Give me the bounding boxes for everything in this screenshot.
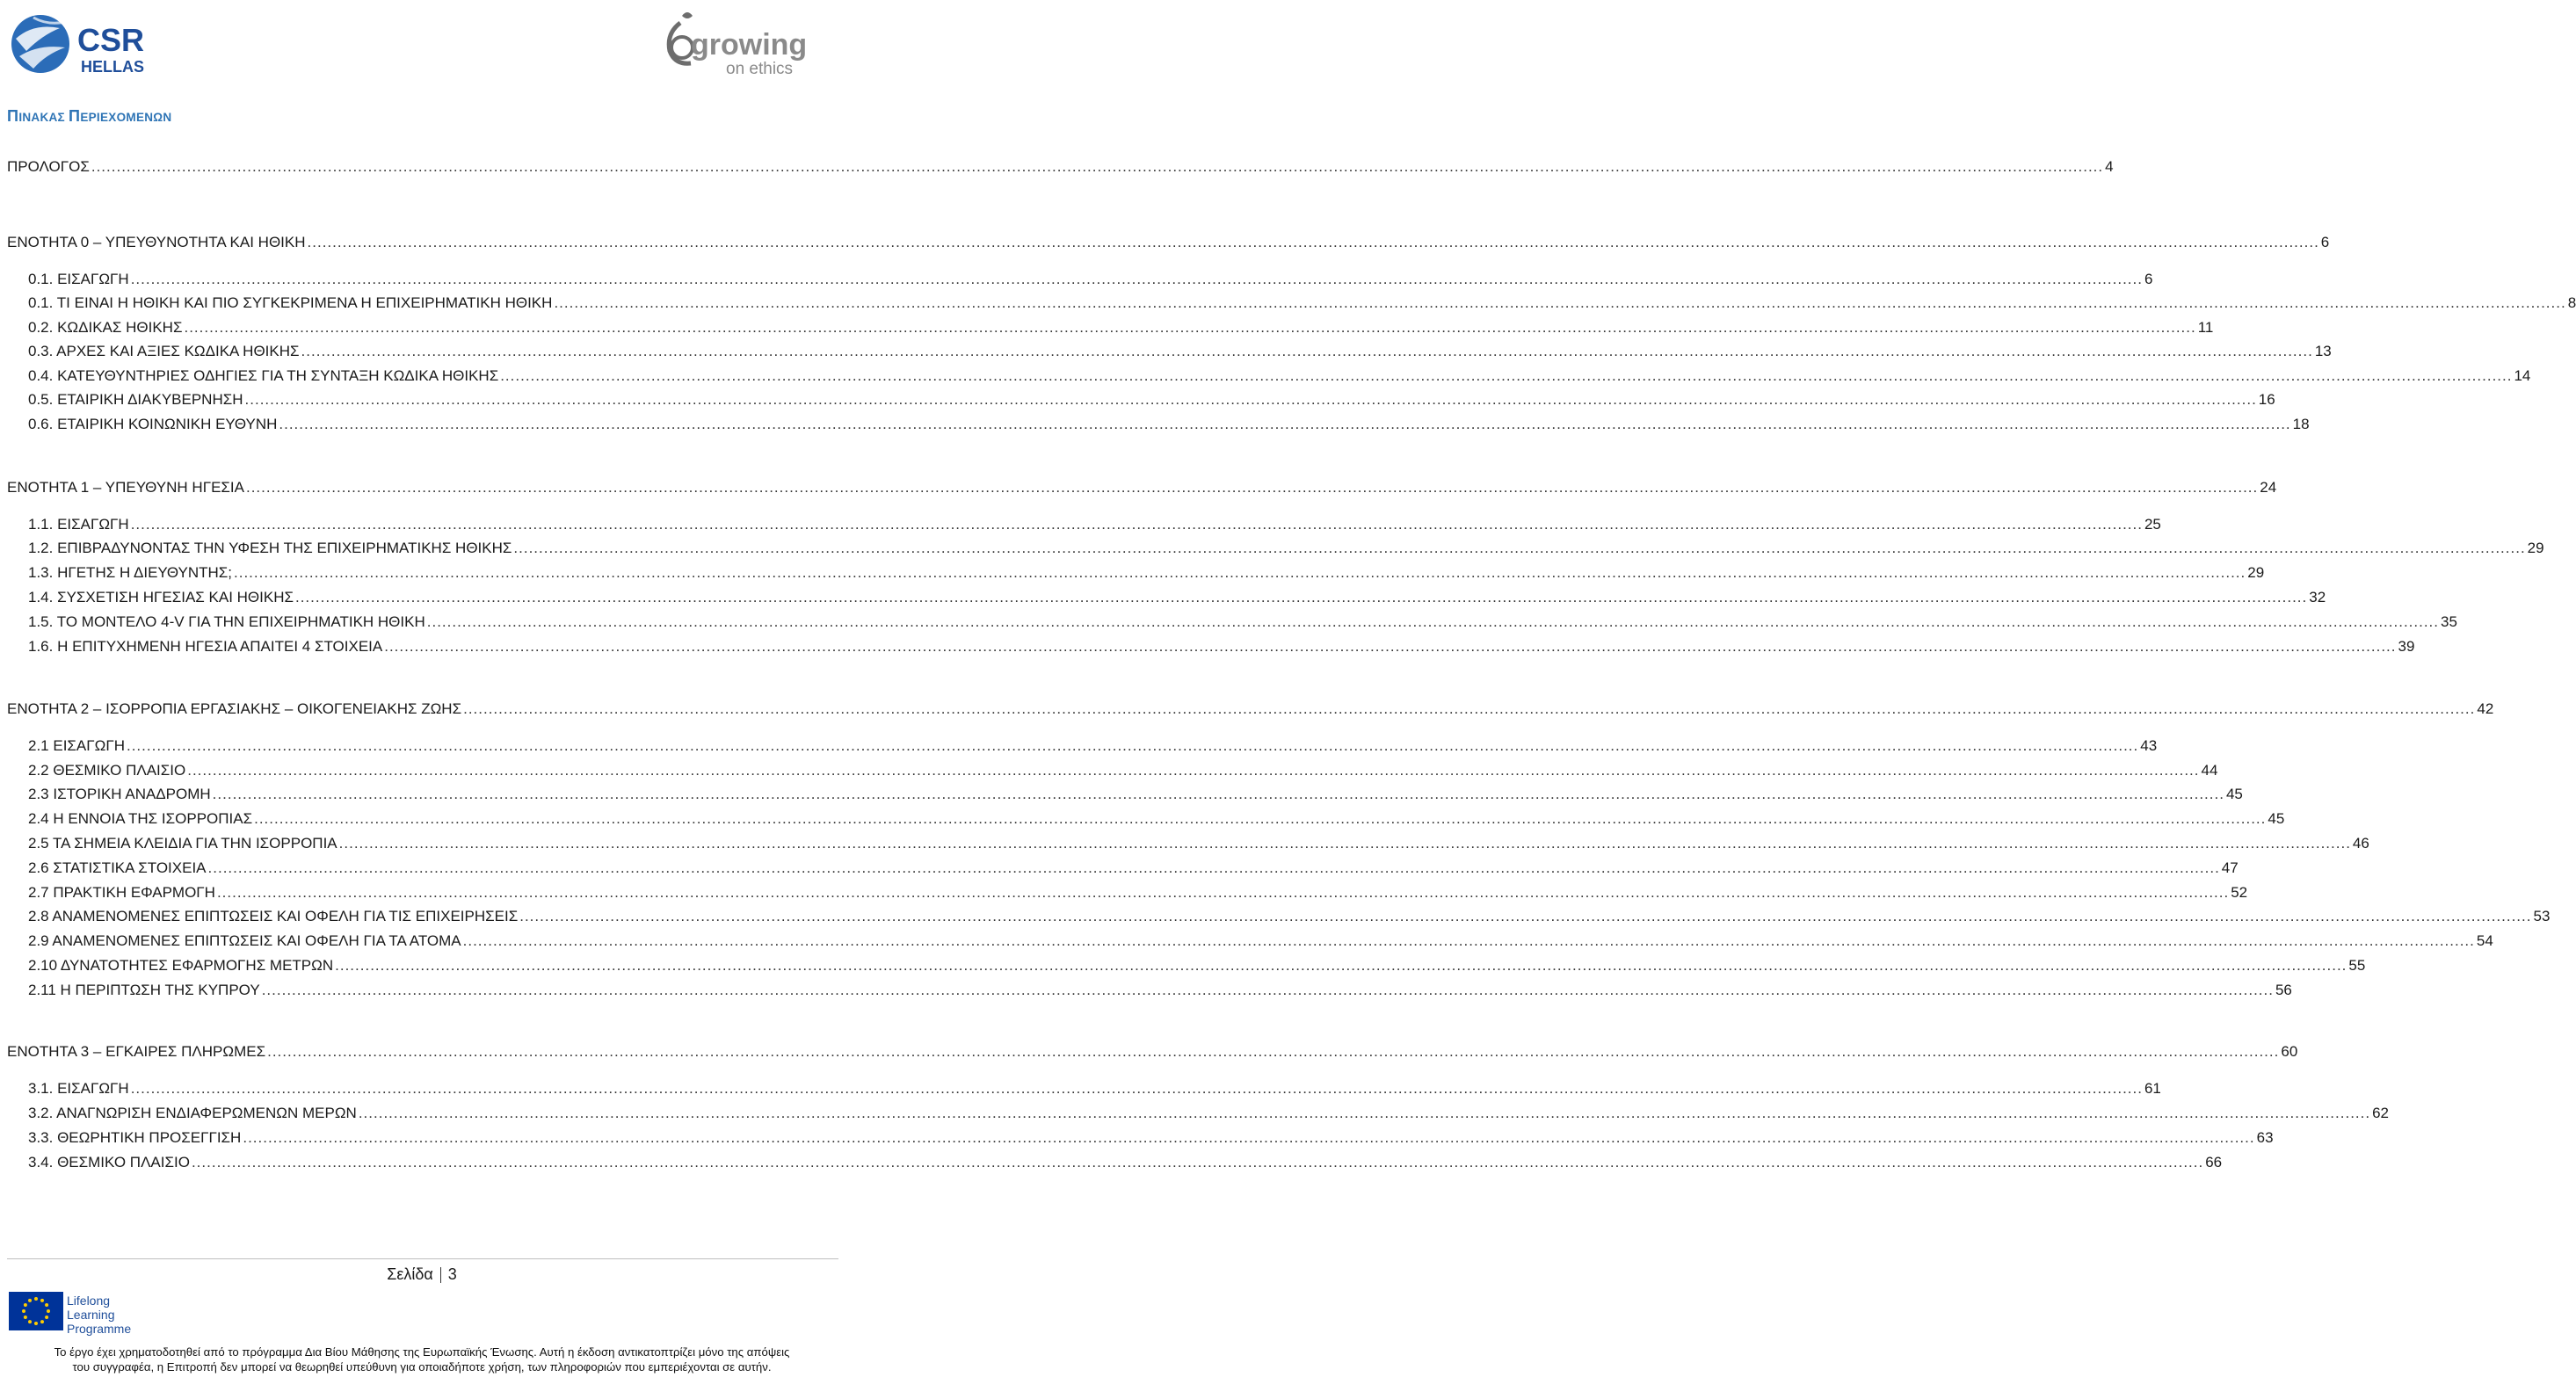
toc-entry-page: 6 bbox=[2320, 234, 2330, 250]
csr-logo-text: CSR bbox=[77, 22, 145, 58]
toc-entry-page: 4 bbox=[2105, 158, 2114, 175]
toc-entry[interactable] bbox=[7, 808, 2285, 829]
toc-entry-page: 53 bbox=[2533, 908, 2551, 924]
toc-entry-page: 25 bbox=[2144, 516, 2161, 533]
toc-entry[interactable] bbox=[7, 698, 2494, 719]
toc-entry-page: 62 bbox=[2372, 1105, 2390, 1121]
toc-entry-page: 16 bbox=[2258, 391, 2275, 408]
toc-entry-page: 45 bbox=[2225, 786, 2243, 802]
eu-star bbox=[45, 1303, 48, 1307]
toc-leader-dots: ................................................................................................................................................................................................................................................................................................................................................................................................................ bbox=[130, 271, 2143, 287]
toc-entry[interactable] bbox=[7, 1127, 2274, 1148]
csr-hellas-logo bbox=[7, 9, 156, 79]
toc-leader-dots: ................................................................................................................................................................................................................................................................................................................................................................................................................ bbox=[245, 479, 2259, 496]
toc-entry-label: 1.5. ΤΟ ΜΟΝΤΕΛΟ 4-V ΓΙΑ ΤΗΝ ΕΠΙΧΕΙΡΗΜΑΤΙΚΗ ΗΘΙΚΗ bbox=[28, 613, 425, 630]
eu-star bbox=[22, 1309, 25, 1313]
toc-leader-dots: ................................................................................................................................................................................................................................................................................................................................................................................................................ bbox=[307, 234, 2319, 250]
toc-entry-page: 45 bbox=[2268, 810, 2285, 827]
toc-leader-dots: ................................................................................................................................................................................................................................................................................................................................................................................................................ bbox=[462, 932, 2475, 949]
toc-leader-dots: ................................................................................................................................................................................................................................................................................................................................................................................................................ bbox=[335, 957, 2347, 974]
toc-leader-dots: ................................................................................................................................................................................................................................................................................................................................................................................................................ bbox=[279, 416, 2291, 432]
toc-entry-page: 6 bbox=[2144, 271, 2153, 287]
eu-star bbox=[45, 1316, 48, 1319]
toc-entry[interactable] bbox=[7, 1102, 2390, 1123]
toc-leader-dots: ................................................................................................................................................................................................................................................................................................................................................................................................................ bbox=[126, 737, 2139, 754]
toc-entry[interactable] bbox=[7, 562, 2265, 583]
eu-disclaimer: Το έργο έχει χρηματοδοτηθεί από το πρόγραμμα Δια Βίου Μάθησης της Ευρωπαϊκής Ένωσης. Αυτή η έκδοση αντικατοπτρίζει μόνο της απόψεις του συγγραφέα, η Επιτροπή δεν μπορεί να θεωρηθεί υπεύθυνη για οποιαδήποτε χρήση, των πληροφοριών που εμπεριέχονται σε αυτήν. bbox=[54, 1345, 790, 1374]
toc-entry-page: 35 bbox=[2441, 613, 2457, 630]
toc-leader-dots: ................................................................................................................................................................................................................................................................................................................................................................................................................ bbox=[463, 700, 2476, 717]
toc-leader-dots: ................................................................................................................................................................................................................................................................................................................................................................................................................ bbox=[254, 810, 2267, 827]
toc-entry-page: 11 bbox=[2197, 319, 2214, 336]
toc-entry-label: 3.2. ΑΝΑΓΝΩΡΙΣΗ ΕΝΔΙΑΦΕΡΩΜΕΝΩΝ ΜΕΡΩΝ bbox=[28, 1105, 357, 1121]
toc-title: ΠΙΝΑΚΑΣ ΠΕΡΙΕΧΟΜΕΝΩΝ bbox=[7, 107, 172, 125]
toc-entry-page: 39 bbox=[2398, 638, 2415, 655]
toc-entry-label: 1.1. ΕΙΣΑΓΩΓΗ bbox=[28, 516, 129, 533]
toc-leader-dots: ................................................................................................................................................................................................................................................................................................................................................................................................................ bbox=[130, 516, 2143, 533]
toc-entry[interactable] bbox=[7, 611, 2457, 632]
lifelong-learning-programme-text: Lifelong Learning Programme bbox=[67, 1294, 132, 1336]
toc-entry-label: 2.3 ΙΣΤΟΡΙΚΗ ΑΝΑΔΡΟΜΗ bbox=[28, 786, 211, 802]
toc-entry-label: 2.6 ΣΤΑΤΙΣΤΙΚΑ ΣΤΟΙΧΕΙΑ bbox=[28, 859, 207, 876]
toc-entry-page: 61 bbox=[2144, 1080, 2161, 1097]
toc-entry-label: ΕΝΟΤΗΤΑ 1 – ΥΠΕΥΘΥΝΗ ΗΓΕΣΙΑ bbox=[7, 479, 244, 496]
toc-entry[interactable] bbox=[7, 1151, 2223, 1172]
toc-entry-label: 1.2. ΕΠΙΒΡΑΔΥΝΟΝΤΑΣ ΤΗΝ ΥΦΕΣΗ ΤΗΣ ΕΠΙΧΕΙΡΗΜΑΤΙΚΗΣ ΗΘΙΚΗΣ bbox=[28, 540, 512, 556]
toc-leader-dots: ................................................................................................................................................................................................................................................................................................................................................................................................................ bbox=[513, 540, 2526, 556]
eu-star bbox=[40, 1320, 44, 1323]
toc-entry-label: 2.10 ΔΥΝΑΤΟΤΗΤΕΣ ΕΦΑΡΜΟΓΗΣ ΜΕΤΡΩΝ bbox=[28, 957, 334, 974]
toc-entry-label: 0.1. ΤΙ ΕΙΝΑΙ Η ΗΘΙΚΗ ΚΑΙ ΠΙΟ ΣΥΓΚΕΚΡΙΜΕΝΑ Η ΕΠΙΧΕΙΡΗΜΑΤΙΚΗ ΗΘΙΚΗ bbox=[28, 294, 553, 311]
toc-leader-dots: ................................................................................................................................................................................................................................................................................................................................................................................................................ bbox=[91, 158, 2104, 175]
toc-entry-label: 2.8 ΑΝΑΜΕΝΟΜΕΝΕΣ ΕΠΙΠΤΩΣΕΙΣ ΚΑΙ ΟΦΕΛΗ ΓΙΑ ΤΙΣ ΕΠΙΧΕΙΡΗΣΕΙΣ bbox=[28, 908, 519, 924]
toc-entry-page: 56 bbox=[2275, 982, 2292, 998]
toc-entry-page: 18 bbox=[2292, 416, 2310, 432]
eu-star bbox=[34, 1297, 38, 1301]
csr-logo-subtext: HELLAS bbox=[81, 58, 144, 76]
toc-leader-dots: ................................................................................................................................................................................................................................................................................................................................................................................................................ bbox=[187, 762, 2200, 779]
toc-entry-label: 1.6. Η ΕΠΙΤΥΧΗΜΕΝΗ ΗΓΕΣΙΑ ΑΠΑΙΤΕΙ 4 ΣΤΟΙΧΕΙΑ bbox=[28, 638, 383, 655]
toc-entry-label: 1.4. ΣΥΣΧΕΤΙΣΗ ΗΓΕΣΙΑΣ ΚΑΙ ΗΘΙΚΗΣ bbox=[28, 589, 294, 605]
toc-entry[interactable] bbox=[7, 476, 2277, 497]
eu-star bbox=[24, 1316, 27, 1319]
toc-entry[interactable] bbox=[7, 316, 2214, 337]
eu-star bbox=[34, 1322, 38, 1325]
growing-logo-subtext: on ethics bbox=[726, 60, 794, 78]
eu-star bbox=[47, 1309, 50, 1313]
toc-entry-label: ΕΝΟΤΗΤΑ 2 – ΙΣΟΡΡΟΠΙΑ ΕΡΓΑΣΙΑΚΗΣ – ΟΙΚΟΓΕΝΕΙΑΚΗΣ ΖΩΗΣ bbox=[7, 700, 462, 717]
toc-entry-page: 24 bbox=[2260, 479, 2277, 496]
toc-entry-label: 0.1. ΕΙΣΑΓΩΓΗ bbox=[28, 271, 129, 287]
toc-leader-dots: ................................................................................................................................................................................................................................................................................................................................................................................................................ bbox=[294, 589, 2308, 605]
toc-entry-label: 2.1 ΕΙΣΑΓΩΓΗ bbox=[28, 737, 125, 754]
toc-leader-dots: ................................................................................................................................................................................................................................................................................................................................................................................................................ bbox=[207, 859, 2220, 876]
page-number: Σελίδα 3 bbox=[387, 1265, 457, 1283]
toc-entry-label: 0.5. ΕΤΑΙΡΙΚΗ ΔΙΑΚΥΒΕΡΝΗΣΗ bbox=[28, 391, 243, 408]
toc-entry-page: 60 bbox=[2281, 1043, 2298, 1060]
toc-entry-label: 0.2. ΚΩΔΙΚΑΣ ΗΘΙΚΗΣ bbox=[28, 319, 183, 336]
toc-entry-label: 1.3. ΗΓΕΤΗΣ Η ΔΙΕΥΘΥΝΤΗΣ; bbox=[28, 564, 232, 581]
toc-entry-page: 54 bbox=[2476, 932, 2493, 949]
toc-entry-label: 2.4 Η ΕΝΝΟΙΑ ΤΗΣ ΙΣΟΡΡΟΠΙΑΣ bbox=[28, 810, 253, 827]
toc-entry[interactable] bbox=[7, 954, 2366, 975]
growing-logo-text: growing bbox=[691, 28, 808, 62]
toc-leader-dots: ................................................................................................................................................................................................................................................................................................................................................................................................................ bbox=[234, 564, 2246, 581]
toc-entry[interactable] bbox=[7, 759, 2218, 780]
toc-entry[interactable] bbox=[7, 1040, 2298, 1062]
toc-entry[interactable] bbox=[7, 979, 2292, 1000]
toc-entry-label: ΠΡΟΛΟΓΟΣ bbox=[7, 158, 90, 175]
eu-star bbox=[40, 1299, 44, 1302]
toc-entry-label: 2.7 ΠΡΑΚΤΙΚΗ ΕΦΑΡΜΟΓΗ bbox=[28, 884, 215, 901]
toc-entry-label: 3.1. ΕΙΣΑΓΩΓΗ bbox=[28, 1080, 129, 1097]
toc-leader-dots: ................................................................................................................................................................................................................................................................................................................................................................................................................ bbox=[261, 982, 2274, 998]
toc-leader-dots: ................................................................................................................................................................................................................................................................................................................................................................................................................ bbox=[554, 294, 2566, 311]
toc-leader-dots: ................................................................................................................................................................................................................................................................................................................................................................................................................ bbox=[384, 638, 2397, 655]
toc-entry[interactable] bbox=[7, 586, 2326, 607]
toc-entry[interactable] bbox=[7, 735, 2158, 756]
toc-entry-label: 2.9 ΑΝΑΜΕΝΟΜΕΝΕΣ ΕΠΙΠΤΩΣΕΙΣ ΚΑΙ ΟΦΕΛΗ ΓΙΑ ΤΑ ΑΤΟΜΑ bbox=[28, 932, 461, 949]
toc-entry-page: 52 bbox=[2231, 884, 2248, 901]
toc-entry-label: 2.5 ΤΑ ΣΗΜΕΙΑ ΚΛΕΙΔΙΑ ΓΙΑ ΤΗΝ ΙΣΟΡΡΟΠΙΑ bbox=[28, 835, 337, 852]
toc-leader-dots: ................................................................................................................................................................................................................................................................................................................................................................................................................ bbox=[358, 1105, 2371, 1121]
toc-entry[interactable] bbox=[7, 930, 2493, 951]
toc-entry[interactable] bbox=[7, 231, 2330, 252]
toc-entry-label: 2.11 Η ΠΕΡΙΠΤΩΣΗ ΤΗΣ ΚΥΠΡΟΥ bbox=[28, 982, 260, 998]
eu-star bbox=[28, 1320, 32, 1323]
toc-entry-label: ΕΝΟΤΗΤΑ 0 – ΥΠΕΥΘΥΝΟΤΗΤΑ ΚΑΙ ΗΘΙΚΗ bbox=[7, 234, 306, 250]
toc-entry-page: 32 bbox=[2309, 589, 2326, 605]
toc-leader-dots: ................................................................................................................................................................................................................................................................................................................................................................................................................ bbox=[338, 835, 2351, 852]
toc-entry[interactable] bbox=[7, 340, 2332, 361]
toc-entry-page: 55 bbox=[2348, 957, 2366, 974]
toc-leader-dots: ................................................................................................................................................................................................................................................................................................................................................................................................................ bbox=[267, 1043, 2280, 1060]
toc-entry[interactable] bbox=[7, 783, 2243, 804]
footer-divider bbox=[7, 1258, 838, 1259]
toc-entry-page: 8 bbox=[2567, 294, 2576, 311]
toc-entry[interactable] bbox=[7, 292, 2576, 313]
toc-entry-page: 63 bbox=[2256, 1129, 2274, 1146]
toc-leader-dots: ................................................................................................................................................................................................................................................................................................................................................................................................................ bbox=[243, 1129, 2255, 1146]
toc-entry-page: 13 bbox=[2314, 343, 2332, 359]
toc-leader-dots: ................................................................................................................................................................................................................................................................................................................................................................................................................ bbox=[191, 1154, 2204, 1171]
toc-leader-dots: ................................................................................................................................................................................................................................................................................................................................................................................................................ bbox=[244, 391, 2257, 408]
toc-entry-page: 47 bbox=[2221, 859, 2239, 876]
eu-star bbox=[28, 1299, 32, 1302]
toc-entry[interactable] bbox=[7, 537, 2544, 558]
toc-entry-page: 46 bbox=[2352, 835, 2369, 852]
toc-entry[interactable] bbox=[7, 881, 2248, 902]
toc-entry-label: 0.3. ΑΡΧΕΣ ΚΑΙ ΑΞΙΕΣ ΚΩΔΙΚΑ ΗΘΙΚΗΣ bbox=[28, 343, 300, 359]
toc-entry-page: 44 bbox=[2201, 762, 2218, 779]
toc-entry[interactable] bbox=[7, 905, 2551, 926]
toc-leader-dots: ................................................................................................................................................................................................................................................................................................................................................................................................................ bbox=[130, 1080, 2143, 1097]
toc-entry[interactable] bbox=[7, 156, 2114, 177]
toc-entry-page: 29 bbox=[2527, 540, 2544, 556]
toc-entry[interactable] bbox=[7, 832, 2369, 853]
toc-leader-dots: ................................................................................................................................................................................................................................................................................................................................................................................................................ bbox=[519, 908, 2532, 924]
toc-entry[interactable] bbox=[7, 635, 2415, 656]
toc-entry-label: 3.4. ΘΕΣΜΙΚΟ ΠΛΑΙΣΙΟ bbox=[28, 1154, 190, 1171]
toc-entry[interactable] bbox=[7, 1077, 2161, 1098]
toc-entry-page: 42 bbox=[2477, 700, 2494, 717]
toc-entry-page: 43 bbox=[2140, 737, 2158, 754]
toc-leader-dots: ................................................................................................................................................................................................................................................................................................................................................................................................................ bbox=[184, 319, 2196, 336]
toc-entry[interactable] bbox=[7, 388, 2275, 410]
toc-entry[interactable] bbox=[7, 513, 2161, 534]
eu-star bbox=[24, 1303, 27, 1307]
toc-entry[interactable] bbox=[7, 365, 2531, 386]
growing-on-ethics-logo bbox=[656, 7, 831, 79]
toc-entry[interactable] bbox=[7, 413, 2310, 434]
toc-leader-dots: ................................................................................................................................................................................................................................................................................................................................................................................................................ bbox=[301, 343, 2313, 359]
page-header bbox=[0, 0, 844, 88]
toc-leader-dots: ................................................................................................................................................................................................................................................................................................................................................................................................................ bbox=[426, 613, 2440, 630]
toc-entry-label: 3.3. ΘΕΩΡΗΤΙΚΗ ΠΡΟΣΕΓΓΙΣΗ bbox=[28, 1129, 242, 1146]
toc-leader-dots: ................................................................................................................................................................................................................................................................................................................................................................................................................ bbox=[212, 786, 2224, 802]
toc-entry-page: 14 bbox=[2514, 367, 2531, 384]
toc-entry-page: 66 bbox=[2205, 1154, 2223, 1171]
toc-entry-label: 0.6. ΕΤΑΙΡΙΚΗ ΚΟΙΝΩΝΙΚΗ ΕΥΘΥΝΗ bbox=[28, 416, 278, 432]
toc-entry-label: 0.4. ΚΑΤΕΥΘΥΝΤΗΡΙΕΣ ΟΔΗΓΙΕΣ ΓΙΑ ΤΗ ΣΥΝΤΑΞΗ ΚΩΔΙΚΑ ΗΘΙΚΗΣ bbox=[28, 367, 499, 384]
toc-entry-label: 2.2 ΘΕΣΜΙΚΟ ΠΛΑΙΣΙΟ bbox=[28, 762, 186, 779]
toc-leader-dots: ................................................................................................................................................................................................................................................................................................................................................................................................................ bbox=[500, 367, 2513, 384]
toc-entry-page: 29 bbox=[2247, 564, 2265, 581]
toc-entry[interactable] bbox=[7, 857, 2239, 878]
toc-leader-dots: ................................................................................................................................................................................................................................................................................................................................................................................................................ bbox=[216, 884, 2230, 901]
toc-entry-label: ΕΝΟΤΗΤΑ 3 – ΕΓΚΑΙΡΕΣ ΠΛΗΡΩΜΕΣ bbox=[7, 1043, 266, 1060]
toc-entry[interactable] bbox=[7, 268, 2153, 289]
